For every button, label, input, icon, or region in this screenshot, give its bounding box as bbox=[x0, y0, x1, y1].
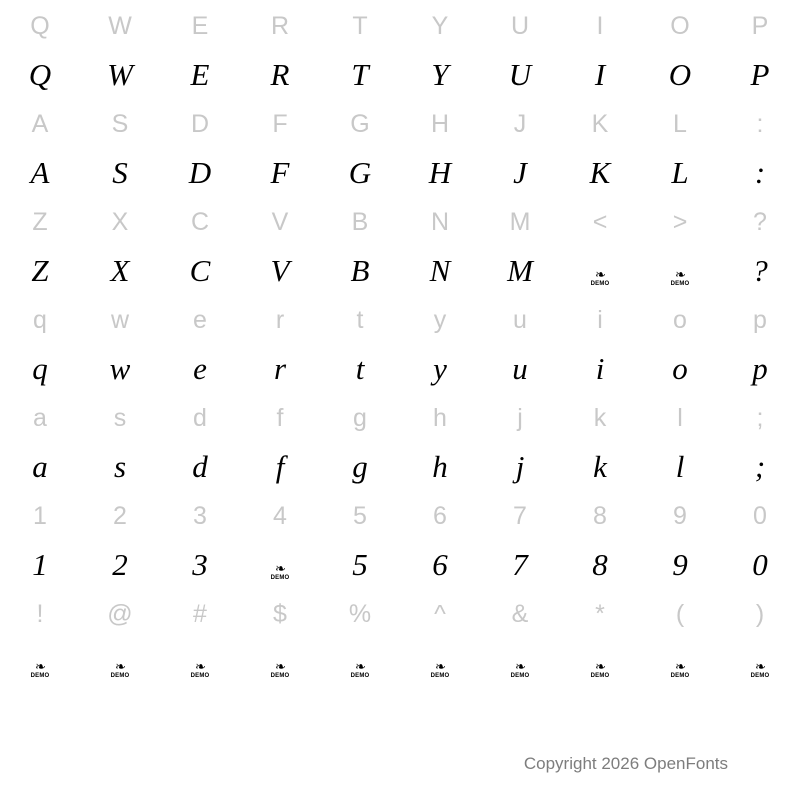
keycap-label: : bbox=[756, 110, 764, 138]
demo-watermark-glyph bbox=[480, 636, 560, 690]
demo-label: DEMO bbox=[590, 281, 610, 287]
keycap-label: 1 bbox=[33, 502, 47, 530]
specimen-glyph: a bbox=[32, 449, 48, 484]
specimen-glyph: k bbox=[593, 449, 607, 484]
keycap-label: q bbox=[33, 306, 47, 334]
keycap-label: T bbox=[352, 12, 368, 40]
glyph-row bbox=[0, 342, 800, 396]
keycap-label: g bbox=[353, 404, 367, 432]
keycap-label: F bbox=[272, 110, 288, 138]
keycap-label: G bbox=[350, 110, 370, 138]
demo-watermark-glyph bbox=[720, 636, 800, 690]
specimen-glyph: 3 bbox=[192, 547, 208, 582]
flourish-icon: ❧ bbox=[275, 660, 285, 675]
specimen-glyph: j bbox=[515, 449, 525, 484]
keycap-label: 0 bbox=[753, 502, 767, 530]
keycap-label: W bbox=[108, 12, 132, 40]
specimen-glyph: G bbox=[348, 155, 372, 190]
keycap-label: 7 bbox=[513, 502, 527, 530]
specimen-glyph: w bbox=[109, 351, 131, 386]
specimen-glyph: L bbox=[671, 155, 689, 190]
keycap-label: e bbox=[193, 306, 207, 334]
demo-watermark-glyph bbox=[160, 636, 240, 690]
keycap-label: w bbox=[110, 306, 130, 334]
keycap-label: a bbox=[33, 404, 47, 432]
keycap-label: L bbox=[673, 110, 687, 138]
demo-label: DEMO bbox=[270, 575, 290, 581]
specimen-glyph: y bbox=[433, 351, 447, 386]
specimen-glyph: H bbox=[428, 155, 452, 190]
demo-watermark-glyph bbox=[400, 636, 480, 690]
keycap-label: j bbox=[517, 404, 523, 432]
specimen-glyph: E bbox=[190, 57, 210, 92]
demo-flourish-icon bbox=[31, 662, 50, 680]
keycap-label: D bbox=[190, 110, 210, 138]
specimen-glyph: Y bbox=[431, 57, 449, 92]
keycap-label: k bbox=[593, 404, 607, 432]
keycap-label: Z bbox=[32, 208, 48, 236]
flourish-icon: ❧ bbox=[595, 660, 605, 675]
glyph-row bbox=[0, 636, 800, 690]
flourish-icon: ❧ bbox=[35, 660, 45, 675]
keycap-label: * bbox=[595, 600, 605, 628]
keycap-row bbox=[0, 102, 800, 146]
specimen-glyph: 7 bbox=[512, 547, 528, 582]
copyright-notice: Copyright 2026 OpenFonts bbox=[523, 754, 728, 773]
keycap-label: 2 bbox=[113, 502, 127, 530]
specimen-glyph: 8 bbox=[592, 547, 608, 582]
keycap-label: E bbox=[191, 12, 209, 40]
demo-flourish-icon bbox=[671, 662, 690, 680]
specimen-glyph: s bbox=[113, 449, 127, 484]
keycap-label: O bbox=[670, 12, 690, 40]
keycap-label: y bbox=[433, 306, 447, 334]
specimen-glyph: d bbox=[192, 449, 208, 484]
glyph-row bbox=[0, 244, 800, 298]
demo-label: DEMO bbox=[190, 673, 210, 679]
keycap-label: 5 bbox=[353, 502, 367, 530]
specimen-glyph: r bbox=[273, 351, 287, 386]
demo-watermark-glyph bbox=[80, 636, 160, 690]
specimen-glyph: O bbox=[668, 57, 692, 92]
specimen-glyph: I bbox=[594, 57, 606, 92]
specimen-glyph: F bbox=[270, 155, 290, 190]
specimen-glyph: f bbox=[275, 449, 285, 484]
demo-label: DEMO bbox=[590, 673, 610, 679]
specimen-glyph: N bbox=[429, 253, 451, 288]
specimen-glyph: 2 bbox=[112, 547, 128, 582]
demo-watermark-glyph bbox=[640, 636, 720, 690]
glyph-row bbox=[0, 538, 800, 592]
demo-watermark-glyph bbox=[240, 636, 320, 690]
keycap-label: R bbox=[270, 12, 290, 40]
demo-label: DEMO bbox=[430, 673, 450, 679]
glyph-row bbox=[0, 48, 800, 102]
specimen-glyph: 5 bbox=[352, 547, 368, 582]
specimen-glyph: g bbox=[352, 449, 368, 484]
specimen-glyph: 0 bbox=[752, 547, 768, 582]
keycap-label: 6 bbox=[433, 502, 447, 530]
keycap-row bbox=[0, 298, 800, 342]
specimen-glyph: K bbox=[589, 155, 611, 190]
specimen-glyph: X bbox=[110, 253, 130, 288]
keycap-label: t bbox=[356, 306, 364, 334]
specimen-glyph: B bbox=[350, 253, 370, 288]
keycap-label: i bbox=[597, 306, 603, 334]
demo-flourish-icon bbox=[671, 270, 690, 288]
keycap-label: Y bbox=[431, 12, 449, 40]
flourish-icon: ❧ bbox=[275, 562, 285, 577]
specimen-glyph: A bbox=[30, 155, 50, 190]
keycap-label: U bbox=[510, 12, 530, 40]
demo-flourish-icon bbox=[751, 662, 770, 680]
keycap-label: d bbox=[193, 404, 207, 432]
demo-label: DEMO bbox=[30, 673, 50, 679]
keycap-label: < bbox=[592, 208, 608, 236]
glyph-row bbox=[0, 146, 800, 200]
keycap-row bbox=[0, 494, 800, 538]
keycap-label: % bbox=[348, 600, 372, 628]
specimen-glyph: o bbox=[672, 351, 688, 386]
specimen-glyph: D bbox=[188, 155, 212, 190]
demo-label: DEMO bbox=[750, 673, 770, 679]
keycap-label: 4 bbox=[273, 502, 287, 530]
keycap-row bbox=[0, 4, 800, 48]
demo-watermark-glyph bbox=[240, 538, 320, 592]
keycap-label: p bbox=[753, 306, 767, 334]
specimen-glyph: ; bbox=[754, 449, 766, 484]
demo-label: DEMO bbox=[110, 673, 130, 679]
specimen-glyph: C bbox=[189, 253, 211, 288]
specimen-glyph: t bbox=[355, 351, 365, 386]
keycap-row bbox=[0, 200, 800, 244]
flourish-icon: ❧ bbox=[195, 660, 205, 675]
demo-flourish-icon bbox=[111, 662, 130, 680]
flourish-icon: ❧ bbox=[515, 660, 525, 675]
keycap-label: h bbox=[433, 404, 447, 432]
keycap-label: P bbox=[751, 12, 769, 40]
demo-flourish-icon bbox=[431, 662, 450, 680]
keycap-label: l bbox=[677, 404, 683, 432]
specimen-glyph: W bbox=[107, 57, 133, 92]
keycap-label: M bbox=[509, 208, 531, 236]
flourish-icon: ❧ bbox=[355, 660, 365, 675]
keycap-label: 9 bbox=[673, 502, 687, 530]
keycap-label: # bbox=[193, 600, 207, 628]
demo-flourish-icon bbox=[591, 270, 610, 288]
flourish-icon: ❧ bbox=[435, 660, 445, 675]
demo-flourish-icon bbox=[511, 662, 530, 680]
keycap-label: ? bbox=[753, 208, 767, 236]
keycap-label: o bbox=[673, 306, 687, 334]
specimen-glyph: Z bbox=[31, 253, 49, 288]
flourish-icon: ❧ bbox=[115, 660, 125, 675]
specimen-glyph: u bbox=[512, 351, 528, 386]
keycap-label: C bbox=[190, 208, 210, 236]
keycap-label: N bbox=[430, 208, 450, 236]
keycap-label: ! bbox=[36, 600, 44, 628]
keycap-label: s bbox=[113, 404, 127, 432]
specimen-glyph: p bbox=[752, 351, 768, 386]
specimen-glyph: V bbox=[270, 253, 290, 288]
demo-label: DEMO bbox=[670, 281, 690, 287]
demo-flourish-icon bbox=[351, 662, 370, 680]
keycap-label: & bbox=[511, 600, 529, 628]
keycap-label: $ bbox=[273, 600, 287, 628]
demo-watermark-glyph bbox=[560, 244, 640, 298]
keycap-label: V bbox=[271, 208, 289, 236]
specimen-glyph: 1 bbox=[32, 547, 48, 582]
specimen-glyph: h bbox=[432, 449, 448, 484]
keycap-label: I bbox=[596, 12, 604, 40]
keycap-row bbox=[0, 396, 800, 440]
demo-watermark-glyph bbox=[640, 244, 720, 298]
flourish-icon: ❧ bbox=[675, 660, 685, 675]
glyph-row bbox=[0, 440, 800, 494]
demo-watermark-glyph bbox=[0, 636, 80, 690]
keycap-label: ( bbox=[675, 600, 685, 628]
keycap-label: @ bbox=[107, 600, 133, 628]
flourish-icon: ❧ bbox=[755, 660, 765, 675]
keycap-label: K bbox=[591, 110, 609, 138]
keycap-label: 3 bbox=[193, 502, 207, 530]
specimen-glyph: l bbox=[675, 449, 685, 484]
demo-flourish-icon bbox=[271, 564, 290, 582]
flourish-icon: ❧ bbox=[675, 268, 685, 283]
specimen-glyph: q bbox=[32, 351, 48, 386]
specimen-glyph: Q bbox=[28, 57, 52, 92]
specimen-glyph: T bbox=[351, 57, 369, 92]
keycap-label: 8 bbox=[593, 502, 607, 530]
demo-label: DEMO bbox=[670, 673, 690, 679]
specimen-glyph: 6 bbox=[432, 547, 448, 582]
demo-flourish-icon bbox=[191, 662, 210, 680]
flourish-icon: ❧ bbox=[595, 268, 605, 283]
specimen-glyph: 9 bbox=[672, 547, 688, 582]
keycap-label: ^ bbox=[434, 600, 446, 628]
specimen-glyph: P bbox=[750, 57, 770, 92]
demo-flourish-icon bbox=[271, 662, 290, 680]
keycap-label: A bbox=[31, 110, 49, 138]
specimen-glyph: R bbox=[270, 57, 290, 92]
keycap-label: ; bbox=[756, 404, 764, 432]
specimen-glyph: U bbox=[508, 57, 532, 92]
keycap-label: S bbox=[111, 110, 129, 138]
keycap-label: X bbox=[111, 208, 129, 236]
demo-label: DEMO bbox=[350, 673, 370, 679]
specimen-glyph: J bbox=[513, 155, 527, 190]
keycap-label: f bbox=[276, 404, 284, 432]
keycap-label: B bbox=[351, 208, 369, 236]
keycap-label: ) bbox=[755, 600, 765, 628]
keycap-label: u bbox=[513, 306, 527, 334]
specimen-glyph: i bbox=[595, 351, 605, 386]
specimen-glyph: : bbox=[754, 155, 766, 190]
specimen-glyph: S bbox=[112, 155, 128, 190]
demo-label: DEMO bbox=[270, 673, 290, 679]
keycap-label: H bbox=[430, 110, 450, 138]
demo-watermark-glyph bbox=[560, 636, 640, 690]
keycap-row bbox=[0, 592, 800, 636]
specimen-glyph: ? bbox=[752, 253, 768, 288]
specimen-glyph: e bbox=[193, 351, 207, 386]
keycap-label: Q bbox=[30, 12, 50, 40]
keycap-label: J bbox=[513, 110, 527, 138]
keycap-label: r bbox=[275, 306, 285, 334]
demo-label: DEMO bbox=[510, 673, 530, 679]
keycap-label: > bbox=[672, 208, 688, 236]
demo-watermark-glyph bbox=[320, 636, 400, 690]
specimen-glyph: M bbox=[507, 253, 533, 288]
demo-flourish-icon bbox=[591, 662, 610, 680]
